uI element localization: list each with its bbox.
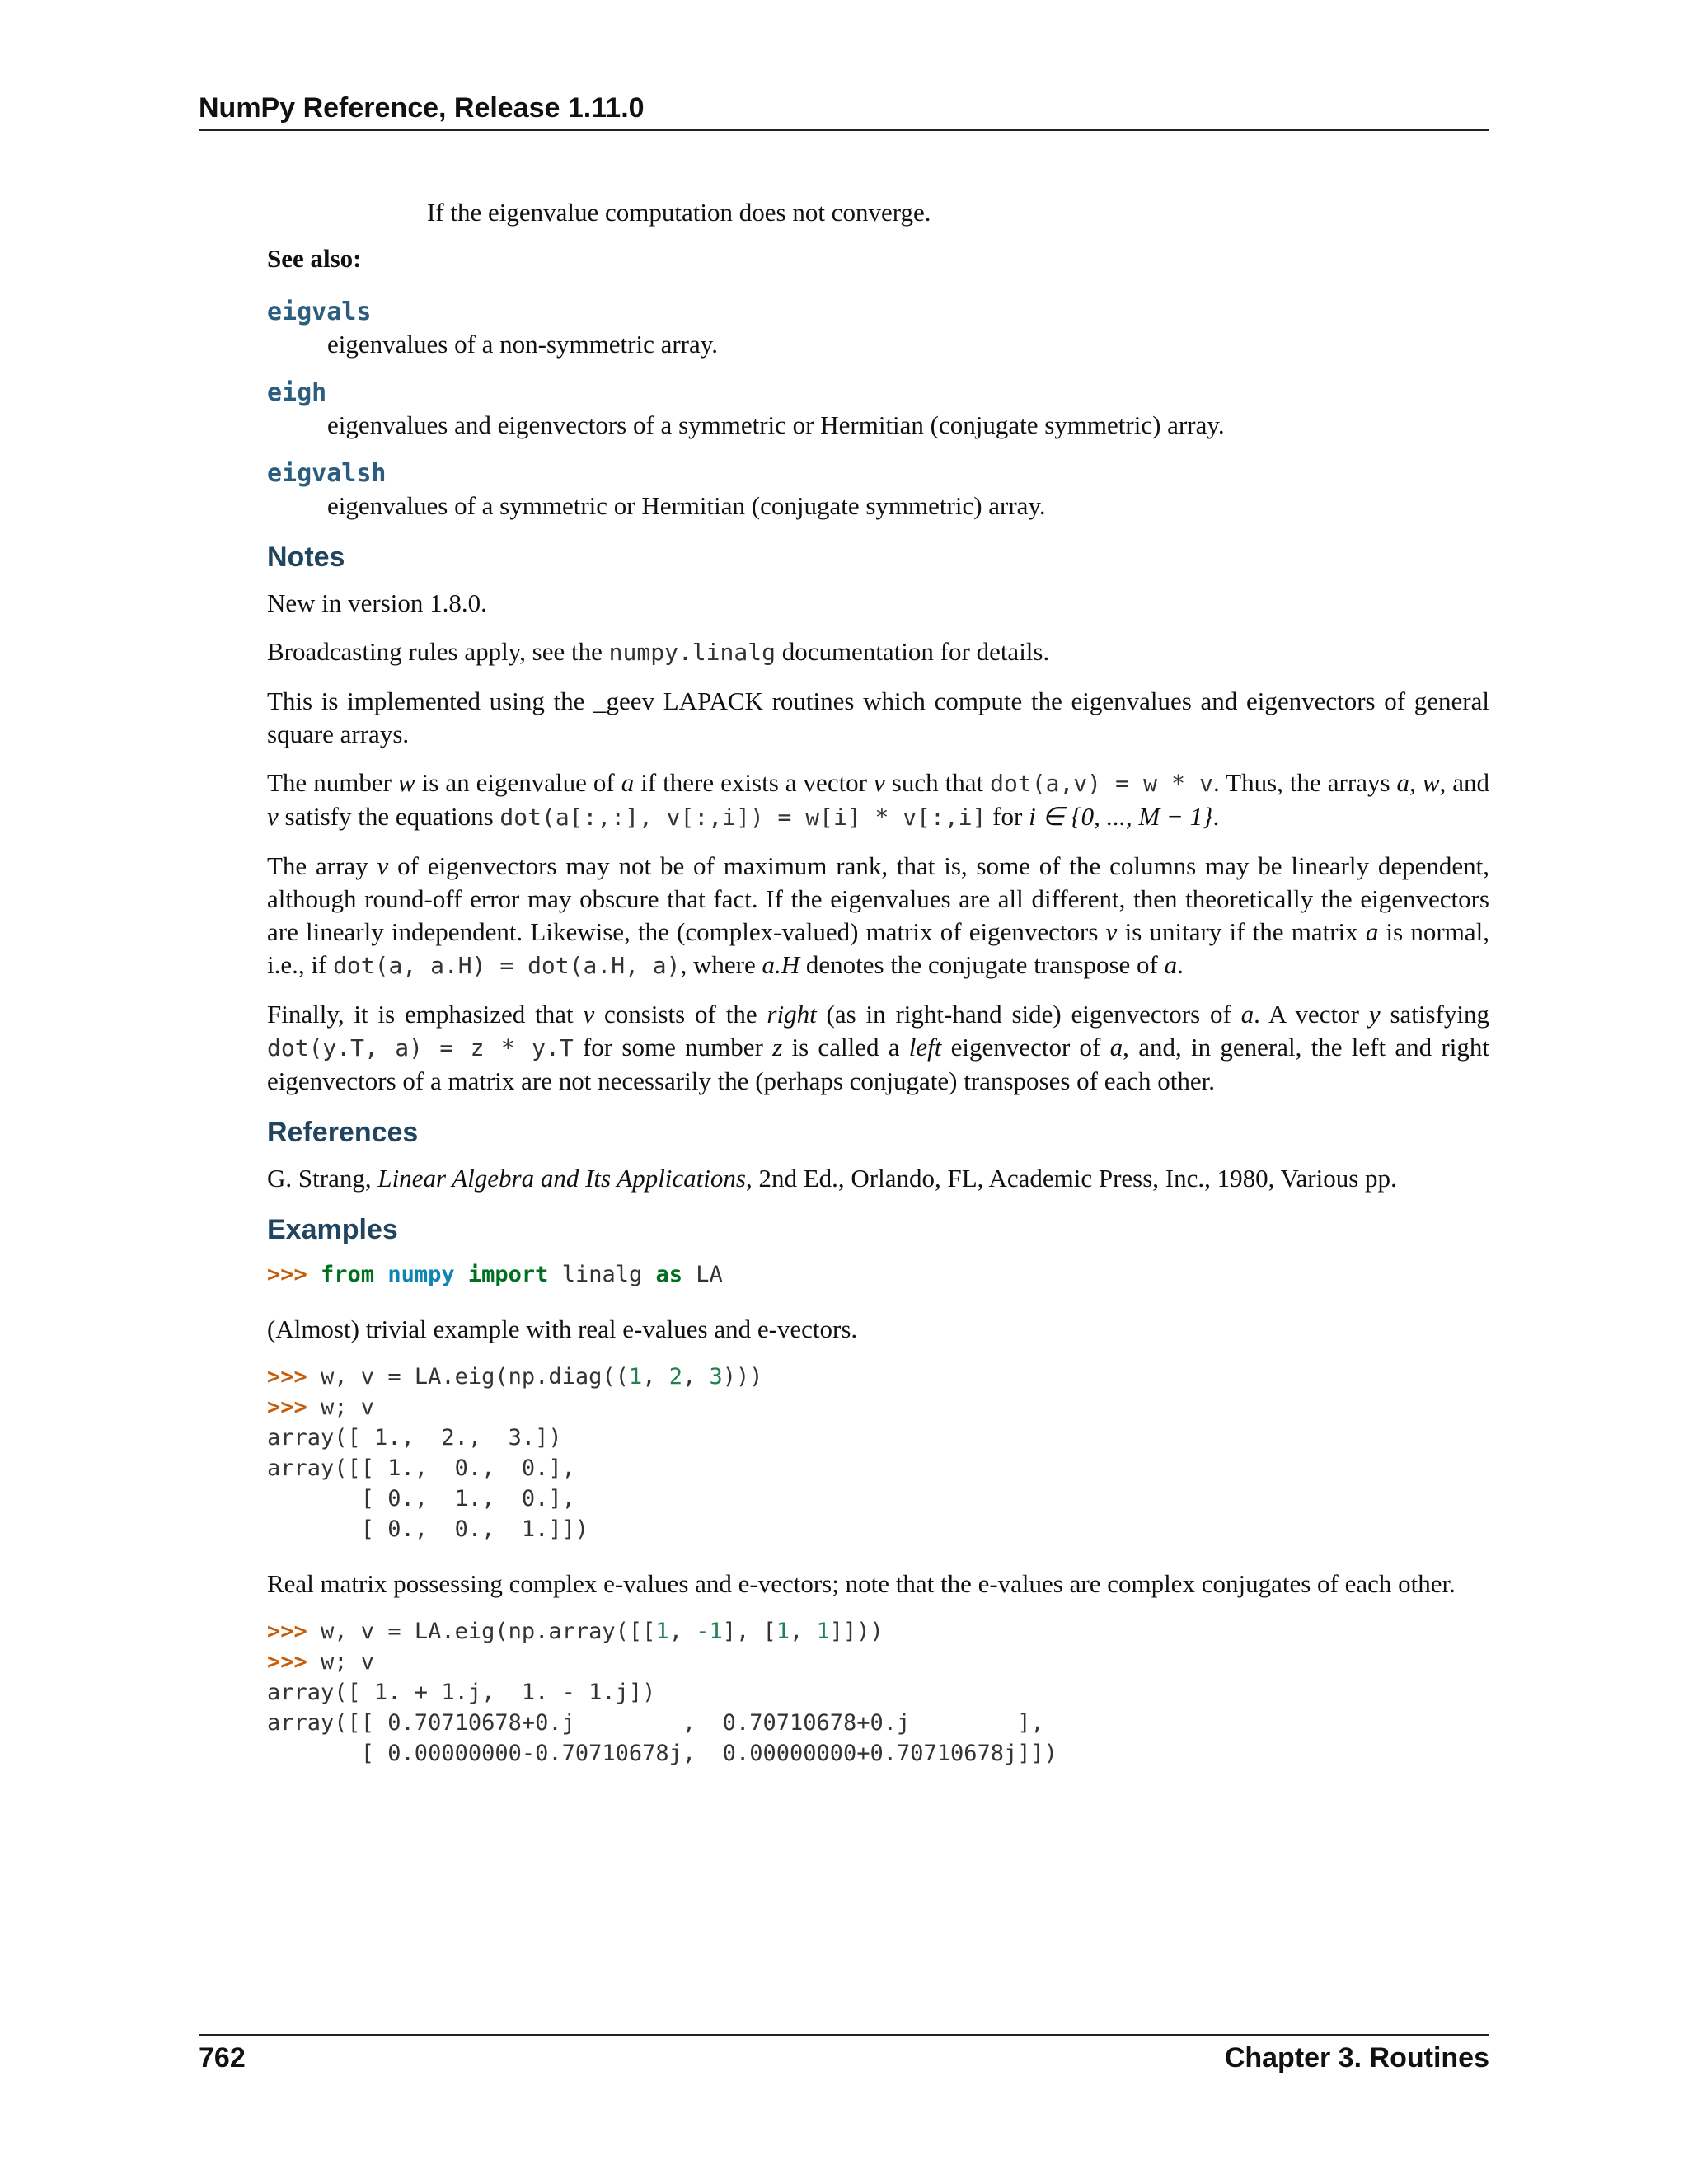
code-text: w, v = LA.eig(np.diag(( <box>307 1364 629 1390</box>
notes-eigenvector-rank <box>267 850 1489 982</box>
notes-heading: Notes <box>267 541 345 573</box>
inline-code: dot(y.T, a) = z * y.T <box>267 1034 574 1062</box>
code-number: 1 <box>816 1619 830 1644</box>
text-span: denotes the conjugate transpose of <box>799 950 1165 979</box>
code-block-example-1 <box>267 1361 1489 1544</box>
math-var: a <box>1109 1033 1123 1062</box>
math-var: z <box>772 1033 783 1062</box>
math-var: a <box>1396 768 1410 797</box>
code-keyword: from <box>321 1262 375 1287</box>
see-also-desc: eigenvalues of a non-symmetric array. <box>327 330 718 359</box>
text-span: for some number <box>573 1033 773 1062</box>
text-span: (as in right-hand side) eigenvectors of <box>816 1000 1241 1029</box>
emphasis: left <box>908 1033 942 1062</box>
math-var: w <box>1422 768 1440 797</box>
reference-entry <box>267 1162 1489 1195</box>
code-keyword: as <box>655 1262 683 1287</box>
text-span: if there exists a vector <box>634 768 874 797</box>
code-output-line: [ 0., 1., 0.], <box>267 1486 575 1511</box>
see-also-link-eigvalsh[interactable]: eigvalsh <box>267 459 387 488</box>
code-number: 3 <box>709 1364 723 1390</box>
text-span: . A vector <box>1254 1000 1369 1029</box>
page-number: 762 <box>199 2042 246 2074</box>
numpy-linalg-link[interactable]: numpy.linalg <box>608 639 776 666</box>
code-text: ], [ <box>722 1619 776 1644</box>
text-span: eigenvector of <box>941 1033 1110 1062</box>
notes-version: New in version 1.8.0. <box>267 588 487 617</box>
see-also-item <box>267 377 1489 442</box>
text-span: , and, in general, the left and right eigenvectors of a matrix are not necessarily the (perhaps conjugate) transposes of each other. <box>267 1033 1489 1095</box>
see-also-item <box>267 458 1489 523</box>
text-span: The number <box>267 768 398 797</box>
examples-heading: Examples <box>267 1214 398 1245</box>
text-span: is an eigenvalue of <box>415 768 621 797</box>
code-text: , <box>642 1364 669 1390</box>
text-span: is called a <box>782 1033 909 1062</box>
code-output-line: [ 0., 0., 1.]]) <box>267 1516 589 1542</box>
text-span: is normal, i.e., if <box>267 917 1489 979</box>
code-text: w; v <box>307 1394 375 1420</box>
notes-broadcasting <box>267 635 1489 669</box>
text-span: for <box>986 802 1029 831</box>
text-span: , and <box>1439 768 1490 797</box>
code-line <box>267 1361 1489 1392</box>
text-span: consists of the <box>594 1000 767 1029</box>
code-output-line: array([ 1. + 1.j, 1. - 1.j]) <box>267 1680 656 1705</box>
math-var: v <box>583 1000 595 1029</box>
see-also-link-eigh[interactable]: eigh <box>267 378 327 407</box>
code-line <box>267 1647 1489 1677</box>
notes-eigen-definition <box>267 766 1489 834</box>
code-line <box>267 1616 1489 1647</box>
code-prompt: >>> <box>267 1649 307 1675</box>
example-intro: Real matrix possessing complex e-values and e-vectors; note that the e-values are complex conjugates of each other. <box>267 1569 1456 1598</box>
see-also-heading: See also: <box>267 244 362 273</box>
inline-code: dot(a, a.H) = dot(a.H, a) <box>333 952 681 979</box>
code-keyword: import <box>467 1262 549 1287</box>
inline-code: dot(a[:,:], v[:,i]) = w[i] * v[:,i] <box>499 804 987 831</box>
document-body <box>267 196 1489 1792</box>
math-expression: i ∈ {0, ..., M − 1} <box>1029 802 1213 831</box>
math-var: a <box>1164 950 1178 979</box>
text-span: Finally, it is emphasized that <box>267 1000 584 1029</box>
emphasis: right <box>767 1000 817 1029</box>
code-text: LA <box>696 1262 723 1287</box>
math-var: v <box>1105 917 1118 946</box>
text-span: G. Strang, <box>267 1164 378 1193</box>
code-text: ]])) <box>829 1619 884 1644</box>
header-divider <box>199 129 1489 131</box>
text-span: Broadcasting rules apply, see the <box>267 637 609 666</box>
see-also-desc: eigenvalues and eigenvectors of a symmetric or Hermitian (conjugate symmetric) array. <box>327 410 1225 439</box>
code-block-example-2 <box>267 1616 1489 1769</box>
math-var: y <box>1368 1000 1381 1029</box>
inline-code: dot(a,v) = w * v <box>990 770 1213 797</box>
text-span: of eigenvectors may not be of maximum rank, that is, some of the columns may be linearly dependent, although round-off error may obscure that fact. If the eigenvalues are all different, then theoretically the eigenvectors are linearly independent. Likewise, the (complex-valued) matrix of eigenvectors <box>267 851 1489 946</box>
code-number: 1 <box>655 1619 669 1644</box>
text-span: . <box>1177 950 1184 979</box>
code-line <box>267 1259 1489 1290</box>
math-var: v <box>377 851 389 880</box>
page-header-title: NumPy Reference, Release 1.11.0 <box>199 92 645 124</box>
code-output-line: array([[ 1., 0., 0.], <box>267 1455 575 1481</box>
code-prompt: >>> <box>267 1262 307 1287</box>
code-line <box>267 1392 1489 1422</box>
math-var: a <box>1240 1000 1254 1029</box>
code-prompt: >>> <box>267 1364 307 1390</box>
text-span: , where <box>680 950 762 979</box>
code-prompt: >>> <box>267 1619 307 1644</box>
code-module: numpy <box>387 1262 455 1287</box>
chapter-label: Chapter 3. Routines <box>1224 2042 1489 2074</box>
see-also-desc: eigenvalues of a symmetric or Hermitian (conjugate symmetric) array. <box>327 491 1046 520</box>
code-prompt: >>> <box>267 1394 307 1420</box>
text-span: , 2nd Ed., Orlando, FL, Academic Press, Inc., 1980, Various pp. <box>745 1164 1397 1193</box>
code-text: , <box>682 1364 710 1390</box>
math-var: v <box>267 802 279 831</box>
math-var: w <box>397 768 415 797</box>
math-var: a <box>621 768 635 797</box>
text-span: satisfy the equations <box>278 802 500 831</box>
code-number: 1 <box>776 1619 790 1644</box>
code-block-import <box>267 1259 1489 1290</box>
notes-geev: This is implemented using the _geev LAPACK routines which compute the eigenvalues and eigenvectors of general square arrays. <box>267 687 1489 748</box>
see-also-item <box>267 297 1489 361</box>
text-span: . <box>1212 802 1220 831</box>
code-text: w; v <box>307 1649 375 1675</box>
references-heading: References <box>267 1117 419 1148</box>
code-text: w, v = LA.eig(np.array([[ <box>307 1619 656 1644</box>
code-number: 2 <box>668 1364 682 1390</box>
code-text: , <box>790 1619 817 1644</box>
text-span: documentation for details. <box>775 637 1050 666</box>
code-output-line: [ 0.00000000-0.70710678j, 0.00000000+0.70710678j]]) <box>267 1741 1058 1766</box>
math-var: a <box>1365 917 1379 946</box>
code-number: -1 <box>696 1619 723 1644</box>
text-span: , <box>1409 768 1423 797</box>
footer-divider <box>199 2034 1489 2036</box>
book-title: Linear Algebra and Its Applications <box>377 1164 746 1193</box>
math-var: v <box>874 768 885 797</box>
code-text: , <box>668 1619 696 1644</box>
math-var: a.H <box>762 950 800 979</box>
see-also-link-eigvals[interactable]: eigvals <box>267 298 372 326</box>
text-span: is unitary if the matrix <box>1117 917 1366 946</box>
text-span: The array <box>267 851 377 880</box>
notes-right-eigenvectors <box>267 998 1489 1098</box>
text-span: . Thus, the arrays <box>1212 768 1397 797</box>
example-intro: (Almost) trivial example with real e-values and e-vectors. <box>267 1315 858 1343</box>
code-number: 1 <box>628 1364 643 1390</box>
code-text: linalg <box>561 1262 643 1287</box>
text-span: such that <box>884 768 991 797</box>
text-span: satisfying <box>1380 1000 1489 1029</box>
code-output-line: array([ 1., 2., 3.]) <box>267 1425 562 1451</box>
code-output-line: array([[ 0.70710678+0.j , 0.70710678+0.j ], <box>267 1710 1044 1736</box>
raises-description: If the eigenvalue computation does not converge. <box>427 198 931 227</box>
code-text: ))) <box>722 1364 763 1390</box>
